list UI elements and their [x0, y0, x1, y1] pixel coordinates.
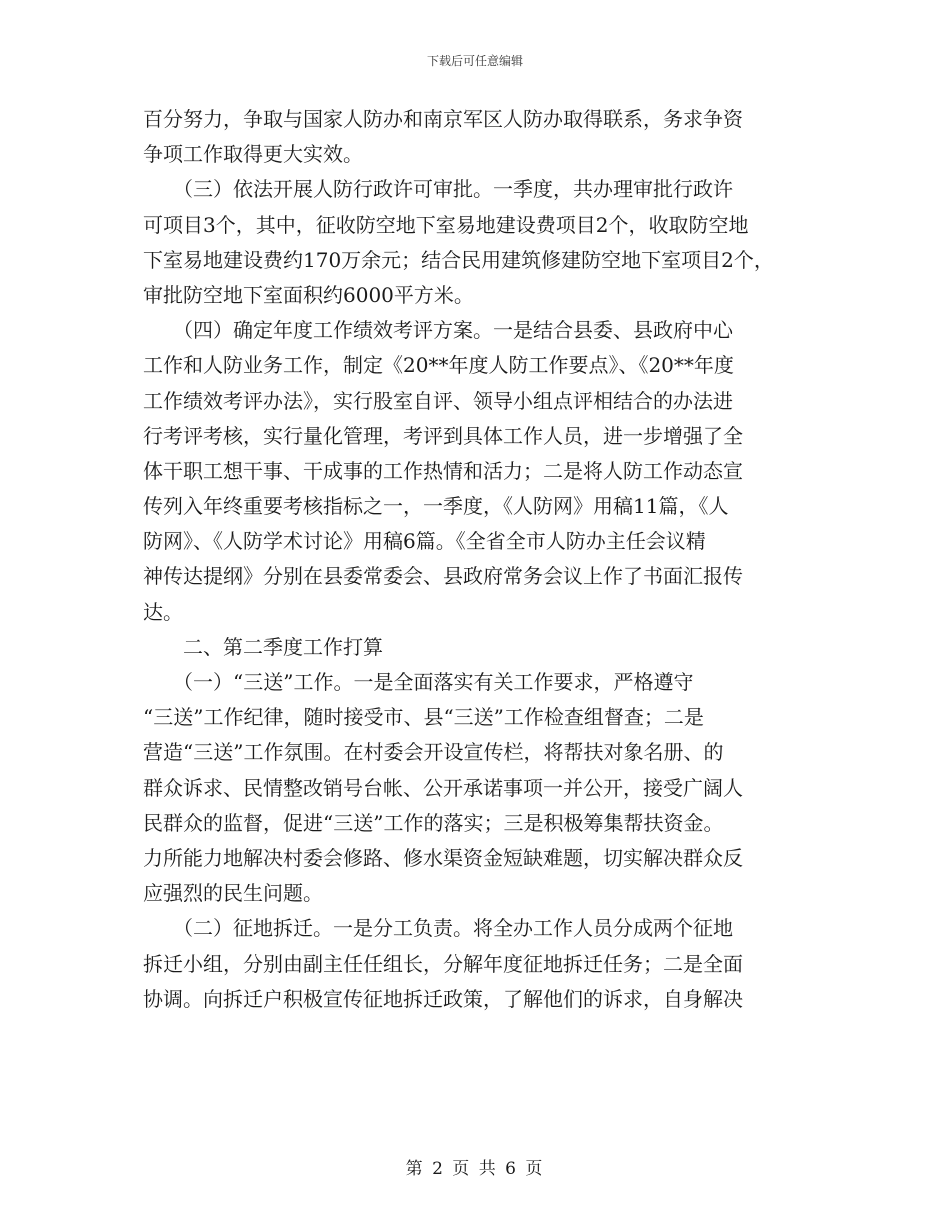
text-line: （一）“三送”工作。一是全面落实有关工作要求，严格遵守	[143, 670, 694, 694]
text-line: 民群众的监督，促进“三送”工作的落实；三是积极筹集帮扶资金。	[143, 810, 724, 835]
text-line: 达。	[143, 599, 183, 624]
text-line: （三）依法开展人防行政许可审批。一季度，共办理审批行政许	[143, 177, 733, 202]
text-line: 营造“三送”工作氛围。在村委会开设宣传栏，将帮扶对象名册、的	[143, 740, 724, 765]
text-line: 防网》、《人防学术讨论》用稿6篇。《全省全市人防办主任会议精	[143, 529, 706, 554]
section-heading: 二、第二季度工作打算	[143, 634, 383, 659]
text-line: 体干职工想干事、干成事的工作热情和活力；二是将人防工作动态宣	[143, 458, 743, 483]
page-header: 下载后可任意编辑	[426, 54, 523, 68]
text-line: 神传达提纲》分别在县委常委会、县政府常务会议上作了书面汇报传	[143, 564, 743, 589]
text-line: 可项目3个，其中，征收防空地下室易地建设费项目2个，收取防空地	[143, 212, 749, 237]
text-line: 工作和人防业务工作，制定《20**年度人防工作要点》、《20**年度	[143, 353, 734, 378]
text-line: 百分努力，争取与国家人防办和南京军区人防办取得联系，务求争资	[143, 107, 743, 131]
text-line: 下室易地建设费约170万余元；结合民用建筑修建防空地下室项目2个，	[143, 247, 774, 272]
text-line: 审批防空地下室面积约6000平方米。	[143, 282, 474, 307]
text-line: （二）征地拆迁。一是分工负责。将全办工作人员分成两个征地	[143, 916, 733, 941]
text-line: 力所能力地解决村委会修路、修水渠资金短缺难题，切实解决群众反	[143, 845, 743, 870]
document-body	[143, 102, 833, 1017]
text-line: 拆迁小组，分别由副主任任组长，分解年度征地拆迁任务；二是全面	[143, 951, 743, 976]
text-line: （四）确定年度工作绩效考评方案。一是结合县委、县政府中心	[143, 318, 733, 343]
text-line: “三送”工作纪律，随时接受市、县“三送”工作检查组督查；二是	[143, 705, 704, 730]
text-line: 行考评考核，实行量化管理，考评到具体工作人员，进一步增强了全	[143, 423, 743, 448]
text-line: 传列入年终重要考核指标之一，一季度，《人防网》用稿11篇，《人	[143, 494, 729, 519]
text-line: 争项工作取得更大实效。	[143, 142, 363, 167]
text-line: 工作绩效考评办法》，实行股室自评、领导小组点评相结合的办法进	[143, 388, 733, 413]
text-line: 应强烈的民生问题。	[143, 881, 323, 906]
page-number-footer: 第 2 页 共 6 页	[405, 1159, 545, 1179]
text-line: 群众诉求、民情整改销号台帐、公开承诺事项一并公开，接受广阔人	[143, 775, 743, 800]
text-line: 协调。向拆迁户积极宣传征地拆迁政策，了解他们的诉求，自身解决	[143, 986, 743, 1011]
